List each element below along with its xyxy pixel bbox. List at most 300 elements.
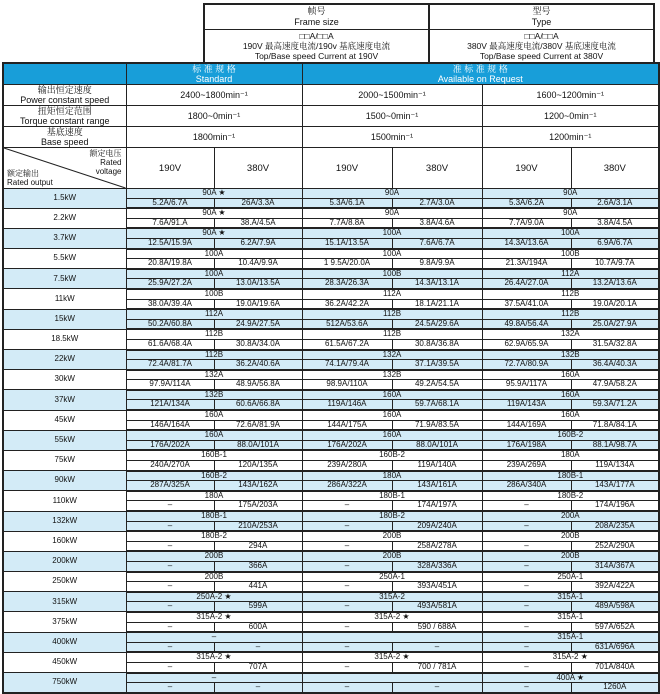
frame-size-cell: 315A-2 ★ xyxy=(302,612,482,622)
frame-size-cell: 112A xyxy=(302,289,482,299)
power-rating-label: 2.2kW xyxy=(3,208,126,228)
current-value-cell: 143A/177A xyxy=(571,481,659,491)
current-value-cell: 286A/340A xyxy=(482,481,571,491)
current-value-cell: 12.5A/15.9A xyxy=(126,238,214,248)
frame-size-cell: – xyxy=(126,673,302,683)
current-value-cell: 25.9A/27.2A xyxy=(126,279,214,289)
current-value-cell: – xyxy=(482,662,571,672)
current-value-cell: – xyxy=(126,501,214,511)
frame-size-row xyxy=(3,511,659,521)
frame-size-cell: 100A xyxy=(126,269,302,279)
power-rating-label: 750kW xyxy=(3,673,126,693)
current-value-cell: – xyxy=(482,561,571,571)
type-title-en: Type xyxy=(531,17,552,27)
current-value-cell: 61.6A/68.4A xyxy=(126,339,214,349)
frame-size-cell: 180B-2 xyxy=(482,491,659,501)
frame-size-cell: 112A xyxy=(482,269,659,279)
power-rating-label: 45kW xyxy=(3,410,126,430)
frame-size-title-cn: 帧号 xyxy=(307,6,326,16)
base-speed-row xyxy=(3,127,659,148)
current-value-cell: – xyxy=(302,602,392,612)
frame-size-row xyxy=(3,612,659,622)
current-value-cell: 144A/169A xyxy=(482,420,571,430)
power-rating-label: 450kW xyxy=(3,652,126,672)
frame-size-row xyxy=(3,652,659,662)
frame-size-cell: 112B xyxy=(482,309,659,319)
current-value-cell: 600A xyxy=(214,622,302,632)
power-rating-label: 55kW xyxy=(3,430,126,450)
current-value-cell: 74.1A/79.4A xyxy=(302,360,392,370)
frame-size-cell: 132B xyxy=(482,350,659,360)
current-value-cell: 328A/336A xyxy=(392,561,482,571)
type-title xyxy=(430,5,653,30)
frame-size-desc xyxy=(205,30,428,63)
current-value-cell: 88.1A/98.7A xyxy=(571,440,659,450)
current-value-cell: 707A xyxy=(214,662,302,672)
current-value-cell: 25.0A/27.9A xyxy=(571,319,659,329)
frame-size-row xyxy=(3,269,659,279)
current-value-cell: 287A/325A xyxy=(126,481,214,491)
frame-size-cell: 160B-2 xyxy=(302,450,482,460)
current-value-cell: – xyxy=(482,642,571,652)
current-value-cell: – xyxy=(126,642,214,652)
current-value-cell: 18.1A/21.1A xyxy=(392,299,482,309)
current-value-cell: 50.2A/60.8A xyxy=(126,319,214,329)
current-value-cell: 5.2A/6.7A xyxy=(126,198,214,208)
current-value-cell: – xyxy=(126,622,214,632)
power-rating-label: 90kW xyxy=(3,471,126,491)
power-constant-speed-row xyxy=(3,85,659,106)
current-value-cell: – xyxy=(482,602,571,612)
frame-size-cell: 200B xyxy=(302,531,482,541)
torque-constant-range-label: 扭矩恒定范围 Torque constant range xyxy=(3,106,126,127)
power-rating-label: 75kW xyxy=(3,450,126,470)
frame-size-cell: 315A-2 xyxy=(302,592,482,602)
current-value-cell: – xyxy=(482,683,571,693)
current-value-cell: 119A/146A xyxy=(302,400,392,410)
current-value-cell: 88.0A/101A xyxy=(214,440,302,450)
base-speed-cell: 1500min⁻¹ xyxy=(302,127,482,148)
frame-size-cell: 160A xyxy=(126,410,302,420)
current-value-cell: 294A xyxy=(214,541,302,551)
current-value-cell: 590 / 688A xyxy=(392,622,482,632)
current-value-cell: 97.9A/114A xyxy=(126,380,214,390)
power-rating-label: 30kW xyxy=(3,370,126,390)
current-value-cell: 72.6A/81.9A xyxy=(214,420,302,430)
frame-size-cell: 200B xyxy=(482,551,659,561)
current-value-cell: 1 9.5A/20.0A xyxy=(302,259,392,269)
frame-size-cell: 160A xyxy=(482,370,659,380)
frame-size-cell: 160A xyxy=(302,390,482,400)
frame-size-cell: 315A-2 ★ xyxy=(126,612,302,622)
current-value-cell: – xyxy=(482,521,571,531)
frame-size-cell: 90A ★ xyxy=(126,189,302,199)
current-value-cell: 14.3A/13.6A xyxy=(482,238,571,248)
frame-size-cell: 315A-1 xyxy=(482,592,659,602)
category-header-spacer xyxy=(3,63,126,85)
base-speed-cell: 1200min⁻¹ xyxy=(482,127,659,148)
corner-cell xyxy=(3,148,126,189)
frame-size-cell: 132A xyxy=(482,329,659,339)
frame-size-row xyxy=(3,673,659,683)
power-rating-label: 5.5kW xyxy=(3,249,126,269)
current-value-cell: 700 / 781A xyxy=(392,662,482,672)
frame-size-cell: 90A xyxy=(482,208,659,218)
current-value-cell: 120A/135A xyxy=(214,461,302,471)
frame-size-cell: 180B-1 xyxy=(302,491,482,501)
type-title-cn: 型号 xyxy=(532,6,551,16)
current-value-cell: 24.5A/29.6A xyxy=(392,319,482,329)
current-value-cell: – xyxy=(302,662,392,672)
power-constant-speed-label: 输出恒定速度 Power constant speed xyxy=(3,85,126,106)
frame-size-cell: 160A xyxy=(302,410,482,420)
frame-size-row xyxy=(3,531,659,541)
current-value-cell: 258A/278A xyxy=(392,541,482,551)
current-value-cell: 174A/197A xyxy=(392,501,482,511)
current-value-cell: 176A/198A xyxy=(482,440,571,450)
frame-size-cell: 315A-1 xyxy=(482,632,659,642)
current-value-cell: 36.2A/42.2A xyxy=(302,299,392,309)
power-rating-label: 37kW xyxy=(3,390,126,410)
frame-size-cell: 200B xyxy=(126,551,302,561)
current-value-cell: 144A/175A xyxy=(302,420,392,430)
current-value-cell: 210A/253A xyxy=(214,521,302,531)
current-value-cell: 19.0A/20.1A xyxy=(571,299,659,309)
current-value-cell: 701A/840A xyxy=(571,662,659,672)
current-value-cell: 15.1A/13.5A xyxy=(302,238,392,248)
frame-size-cell: 100B xyxy=(302,269,482,279)
frame-size-row xyxy=(3,491,659,501)
current-value-cell: 239A/280A xyxy=(302,461,392,471)
power-rating-label: 250kW xyxy=(3,572,126,592)
frame-size-cell: 160A xyxy=(126,430,302,440)
power-rating-label: 375kW xyxy=(3,612,126,632)
current-value-cell: – xyxy=(126,662,214,672)
frame-size-cell: 90A xyxy=(482,189,659,199)
frame-size-cell: 200A xyxy=(482,511,659,521)
frame-size-row xyxy=(3,572,659,582)
frame-size-cell: 250A-1 xyxy=(482,572,659,582)
current-value-cell: 240A/270A xyxy=(126,461,214,471)
current-value-cell: 175A/203A xyxy=(214,501,302,511)
current-value-cell: 28.3A/26.3A xyxy=(302,279,392,289)
frame-size-cell: 132A xyxy=(302,350,482,360)
voltage-column-header: 380V xyxy=(214,148,302,189)
frame-size-cell: 180B-2 xyxy=(126,531,302,541)
current-value-cell: 493A/581A xyxy=(392,602,482,612)
frame-size-row xyxy=(3,350,659,360)
power-rating-label: 3.7kW xyxy=(3,228,126,248)
current-value-cell: – xyxy=(482,501,571,511)
current-value-cell: – xyxy=(392,642,482,652)
current-value-cell: – xyxy=(126,521,214,531)
frame-size-cell: 180A xyxy=(302,471,482,481)
current-value-cell: 13.0A/13.5A xyxy=(214,279,302,289)
frame-size-cell: 200B xyxy=(302,551,482,561)
current-value-cell: – xyxy=(302,582,392,592)
current-value-cell: – xyxy=(126,602,214,612)
type-code: □□A/□□A xyxy=(524,31,559,41)
current-value-cell: 26A/3.3A xyxy=(214,198,302,208)
frame-size-cell xyxy=(302,632,482,642)
current-value-cell: 7.6A/6.7A xyxy=(392,238,482,248)
current-value-cell: 174A/196A xyxy=(571,501,659,511)
power-rating-label: 160kW xyxy=(3,531,126,551)
current-value-cell: 208A/235A xyxy=(571,521,659,531)
current-value-cell: 62.9A/65.9A xyxy=(482,339,571,349)
request-header-en: Available on Request xyxy=(437,74,523,84)
voltage-column-header: 190V xyxy=(482,148,571,189)
frame-size-cell: 180A xyxy=(482,450,659,460)
frame-size-row xyxy=(3,249,659,259)
frame-size-cell: 90A ★ xyxy=(126,228,302,238)
current-value-cell: 48.9A/56.8A xyxy=(214,380,302,390)
torque-range-cell: 1500~0min⁻¹ xyxy=(302,106,482,127)
torque-range-cell: 1200~0min⁻¹ xyxy=(482,106,659,127)
frame-size-code: □□A/□□A xyxy=(299,31,334,41)
current-value-cell: 119A/134A xyxy=(571,461,659,471)
type-desc-en: Top/Base speed Current at 380V xyxy=(479,51,604,61)
current-value-cell: 14.3A/13.1A xyxy=(392,279,482,289)
current-value-cell: 119A/140A xyxy=(392,461,482,471)
frame-size-row xyxy=(3,632,659,642)
current-value-cell: 60.6A/66.8A xyxy=(214,400,302,410)
base-speed-cell: 1800min⁻¹ xyxy=(126,127,302,148)
frame-size-cell: 112A xyxy=(126,309,302,319)
frame-size-cell: 132B xyxy=(302,370,482,380)
current-value-cell: – xyxy=(482,541,571,551)
current-value-cell: 176A/202A xyxy=(302,440,392,450)
current-value-cell: – xyxy=(126,561,214,571)
current-value-cell: – xyxy=(302,501,392,511)
speed-range-cell: 2000~1500min⁻¹ xyxy=(302,85,482,106)
current-value-cell: 6.2A/7.9A xyxy=(214,238,302,248)
current-value-cell: – xyxy=(302,541,392,551)
frame-size-cell: 400A ★ xyxy=(482,673,659,683)
frame-size-cell: 112B xyxy=(482,289,659,299)
current-value-cell: 597A/652A xyxy=(571,622,659,632)
current-value-cell: 59.7A/68.1A xyxy=(392,400,482,410)
current-value-cell: – xyxy=(126,683,214,693)
current-value-cell: 121A/134A xyxy=(126,400,214,410)
current-value-cell: 366A xyxy=(214,561,302,571)
current-value-cell: – xyxy=(214,642,302,652)
current-value-cell: 1260A xyxy=(571,683,659,693)
current-value-cell: – xyxy=(214,683,302,693)
current-value-cell: 30.8A/36.8A xyxy=(392,339,482,349)
current-value-cell: 239A/269A xyxy=(482,461,571,471)
frame-size-cell: 200B xyxy=(482,531,659,541)
available-on-request-header xyxy=(302,63,659,85)
frame-size-cell: 160A xyxy=(302,430,482,440)
voltage-column-header: 190V xyxy=(302,148,392,189)
current-value-cell: 71.8A/84.1A xyxy=(571,420,659,430)
current-value-cell: 252A/290A xyxy=(571,541,659,551)
current-value-cell: – xyxy=(302,622,392,632)
power-rating-label: 22kW xyxy=(3,350,126,370)
rated-voltage-corner-label: 额定电压 Rated voltage xyxy=(89,149,122,176)
frame-size-title-en: Frame size xyxy=(294,17,339,27)
current-value-cell: 146A/164A xyxy=(126,420,214,430)
frame-size-cell: 180B-2 xyxy=(302,511,482,521)
voltage-column-header: 380V xyxy=(392,148,482,189)
power-rating-label: 200kW xyxy=(3,551,126,571)
spec-table-body xyxy=(3,189,659,693)
current-value-cell: 314A/367A xyxy=(571,561,659,571)
frame-size-row xyxy=(3,189,659,199)
type-legend xyxy=(428,5,653,63)
frame-size-cell: 100A xyxy=(302,228,482,238)
frame-size-cell: 112B xyxy=(126,350,302,360)
category-header-row xyxy=(3,63,659,85)
frame-size-cell: 315A-2 ★ xyxy=(482,652,659,662)
current-value-cell: 38.A/4.5A xyxy=(214,218,302,228)
current-value-cell: 599A xyxy=(214,602,302,612)
standard-header xyxy=(126,63,302,85)
current-value-cell: 7.6A/91.A xyxy=(126,218,214,228)
frame-size-cell: 315A-2 ★ xyxy=(126,652,302,662)
frame-size-desc-en: Top/Base speed Current at 190V xyxy=(254,51,379,61)
frame-size-cell: 315A-2 ★ xyxy=(302,652,482,662)
frame-size-cell: 200B xyxy=(126,572,302,582)
frame-size-row xyxy=(3,228,659,238)
current-value-cell: 5.3A/6.1A xyxy=(302,198,392,208)
current-value-cell: 10.7A/9.7A xyxy=(571,259,659,269)
current-value-cell: 631A/696A xyxy=(571,642,659,652)
frame-size-cell: 180A xyxy=(126,491,302,501)
current-value-cell: – xyxy=(302,683,392,693)
frame-size-row xyxy=(3,370,659,380)
frame-size-row xyxy=(3,430,659,440)
current-value-cell: – xyxy=(482,622,571,632)
frame-size-row xyxy=(3,309,659,319)
frame-size-row xyxy=(3,551,659,561)
type-desc xyxy=(430,30,653,63)
power-rating-label: 132kW xyxy=(3,511,126,531)
current-value-cell: 3.8A/4.5A xyxy=(571,218,659,228)
frame-size-cell: 180B-1 xyxy=(482,471,659,481)
torque-constant-range-row xyxy=(3,106,659,127)
current-value-cell: 393A/451A xyxy=(392,582,482,592)
frame-size-cell: 112B xyxy=(302,329,482,339)
power-rating-label: 15kW xyxy=(3,309,126,329)
current-value-cell: 26.4A/27.0A xyxy=(482,279,571,289)
frame-size-cell: 100B xyxy=(482,249,659,259)
current-value-cell: 21.3A/194A xyxy=(482,259,571,269)
frame-size-row xyxy=(3,471,659,481)
current-value-cell: 143A/161A xyxy=(392,481,482,491)
torque-range-cell: 1800~0min⁻¹ xyxy=(126,106,302,127)
frame-size-cell: 90A xyxy=(302,208,482,218)
frame-size-row xyxy=(3,592,659,602)
current-value-cell: 9.8A/9.9A xyxy=(392,259,482,269)
type-desc-cn: 380V 最高速度电流/380V 基底速度电流 xyxy=(467,41,616,51)
current-value-cell: 24.9A/27.5A xyxy=(214,319,302,329)
current-value-cell: – xyxy=(302,642,392,652)
current-value-cell: 72.4A/81.7A xyxy=(126,360,214,370)
current-value-cell: 59.3A/71.2A xyxy=(571,400,659,410)
current-value-cell: 392A/422A xyxy=(571,582,659,592)
current-value-cell: 20.8A/19.8A xyxy=(126,259,214,269)
rated-output-corner-label: 额定输出 Rated output xyxy=(7,169,53,187)
frame-size-cell: – xyxy=(126,632,302,642)
power-rating-label: 315kW xyxy=(3,592,126,612)
current-value-cell: 5.3A/6.2A xyxy=(482,198,571,208)
frame-size-cell: 100A xyxy=(302,249,482,259)
current-value-cell: – xyxy=(302,561,392,571)
speed-range-cell: 1600~1200min⁻¹ xyxy=(482,85,659,106)
current-value-cell: 98.9A/110A xyxy=(302,380,392,390)
power-rating-label: 7.5kW xyxy=(3,269,126,289)
rating-spec-table xyxy=(2,62,660,694)
frame-size-cell: 315A-1 xyxy=(482,612,659,622)
frame-size-cell: 250A-2 ★ xyxy=(126,592,302,602)
current-value-cell: 286A/322A xyxy=(302,481,392,491)
current-value-cell: 6.9A/6.7A xyxy=(571,238,659,248)
current-value-cell: – xyxy=(482,582,571,592)
frame-size-cell: 100A xyxy=(482,228,659,238)
frame-size-cell: 132A xyxy=(126,370,302,380)
frame-size-row xyxy=(3,390,659,400)
current-value-cell: 209A/240A xyxy=(392,521,482,531)
frame-size-cell: 100A xyxy=(126,249,302,259)
current-value-cell: 3.8A/4.6A xyxy=(392,218,482,228)
frame-size-desc-cn: 190V 最高速度电流/190v 基底速度电流 xyxy=(242,41,391,51)
frame-size-row xyxy=(3,329,659,339)
current-value-cell: 19.0A/19.6A xyxy=(214,299,302,309)
frame-size-cell: 160A xyxy=(482,410,659,420)
current-value-cell: 489A/598A xyxy=(571,602,659,612)
frame-size-cell: 100B xyxy=(126,289,302,299)
current-value-cell: – xyxy=(126,541,214,551)
frame-size-cell: 180B-1 xyxy=(126,511,302,521)
frame-size-legend xyxy=(205,5,428,63)
frame-size-cell: 160A xyxy=(482,390,659,400)
current-value-cell: 47.9A/58.2A xyxy=(571,380,659,390)
frame-size-title xyxy=(205,5,428,30)
current-value-cell: 441A xyxy=(214,582,302,592)
current-value-cell: 119A/143A xyxy=(482,400,571,410)
frame-size-row xyxy=(3,410,659,420)
current-value-cell: 2.7A/3.0A xyxy=(392,198,482,208)
current-value-cell: 10.4A/9.9A xyxy=(214,259,302,269)
current-value-cell: 7.7A/9.0A xyxy=(482,218,571,228)
current-value-cell: 61.5A/67.2A xyxy=(302,339,392,349)
current-value-cell: 71.9A/83.5A xyxy=(392,420,482,430)
current-value-cell: 2.6A/3.1A xyxy=(571,198,659,208)
current-value-cell: 95.9A/117A xyxy=(482,380,571,390)
frame-size-cell: 112B xyxy=(302,309,482,319)
current-value-cell: – xyxy=(392,683,482,693)
speed-range-cell: 2400~1800min⁻¹ xyxy=(126,85,302,106)
standard-header-en: Standard xyxy=(195,74,233,84)
current-value-cell: – xyxy=(126,582,214,592)
power-rating-label: 11kW xyxy=(3,289,126,309)
current-value-cell: 7.7A/8.8A xyxy=(302,218,392,228)
frame-size-cell: 160B-2 xyxy=(482,430,659,440)
frame-size-cell: 160B-2 xyxy=(126,471,302,481)
rated-voltage-row xyxy=(3,148,659,189)
request-header-cn: 准 标 准 规 格 xyxy=(452,64,508,74)
current-value-cell: 49.8A/56.4A xyxy=(482,319,571,329)
current-value-cell: 72.7A/80.9A xyxy=(482,360,571,370)
current-value-cell: 36.2A/40.6A xyxy=(214,360,302,370)
current-value-cell: 13.2A/13.6A xyxy=(571,279,659,289)
current-value-cell: 36.4A/40.3A xyxy=(571,360,659,370)
frame-size-cell: 250A-1 xyxy=(302,572,482,582)
standard-header-cn: 标 准 规 格 xyxy=(192,64,236,74)
power-rating-label: 18.5kW xyxy=(3,329,126,349)
